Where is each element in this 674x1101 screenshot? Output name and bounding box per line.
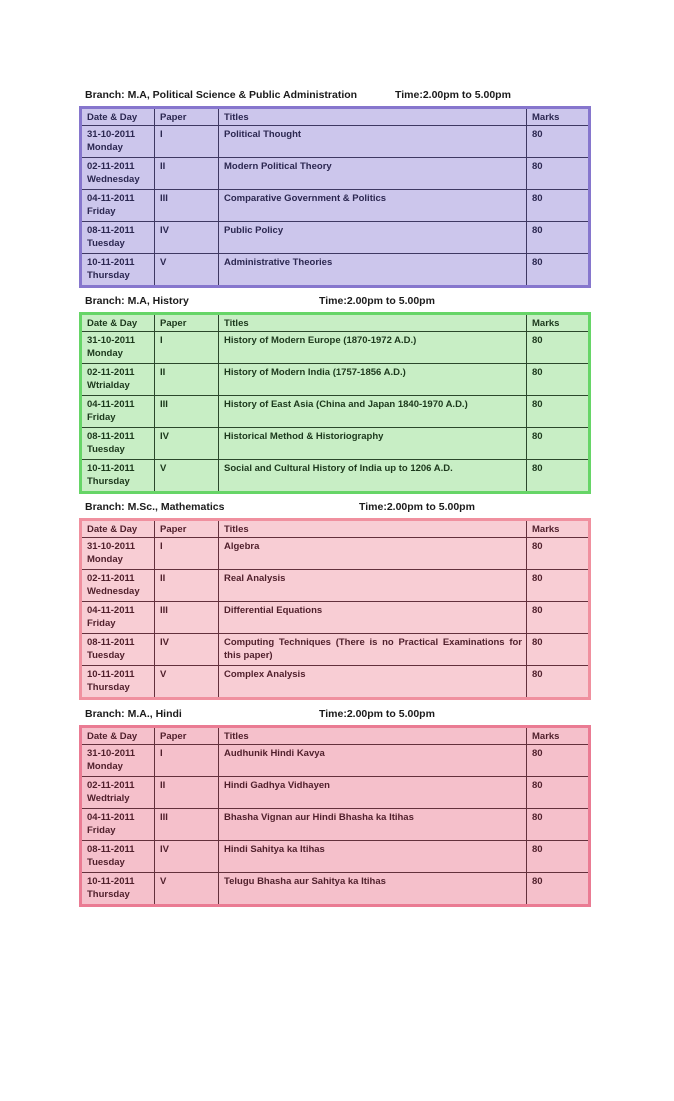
title-cell: Public Policy	[219, 222, 527, 254]
date-text: 02-11-2011	[87, 161, 135, 172]
day-text: Monday	[87, 142, 123, 153]
table-row	[81, 841, 590, 873]
header-date-day: Date & Day	[81, 314, 155, 332]
timetable-mathematics	[79, 518, 591, 700]
date-text: 10-11-2011	[87, 463, 135, 474]
marks-cell: 80	[527, 460, 590, 493]
paper-cell: V	[155, 873, 219, 906]
section-political-science	[79, 89, 588, 288]
date-text: 31-10-2011	[87, 541, 136, 552]
title-cell: Telugu Bhasha aur Sahitya ka Itihas	[219, 873, 527, 906]
title-cell: Modern Political Theory	[219, 158, 527, 190]
date-text: 04-11-2011	[87, 193, 135, 204]
day-text: Friday	[87, 825, 116, 836]
header-row	[81, 314, 590, 332]
title-cell: Algebra	[219, 538, 527, 570]
date-text: 02-11-2011	[87, 780, 135, 791]
table-row	[81, 460, 590, 493]
date-day-cell	[81, 158, 155, 190]
date-day-cell	[81, 428, 155, 460]
header-marks: Marks	[527, 108, 590, 126]
marks-cell: 80	[527, 745, 590, 777]
date-text: 08-11-2011	[87, 225, 135, 236]
header-row	[81, 108, 590, 126]
day-text: Wtrialday	[87, 380, 130, 391]
date-text: 04-11-2011	[87, 399, 135, 410]
day-text: Wedtrialy	[87, 793, 130, 804]
header-date-day: Date & Day	[81, 520, 155, 538]
marks-cell: 80	[527, 841, 590, 873]
table-row	[81, 364, 590, 396]
date-text: 08-11-2011	[87, 844, 135, 855]
date-text: 08-11-2011	[87, 431, 135, 442]
paper-cell: I	[155, 332, 219, 364]
date-day-cell	[81, 809, 155, 841]
day-text: Friday	[87, 206, 116, 217]
date-day-cell	[81, 666, 155, 699]
date-day-cell	[81, 634, 155, 666]
day-text: Thursday	[87, 270, 130, 281]
table-row	[81, 666, 590, 699]
paper-cell: III	[155, 190, 219, 222]
date-day-cell	[81, 602, 155, 634]
day-text: Wednesday	[87, 174, 140, 185]
day-text: Tuesday	[87, 650, 125, 661]
day-text: Thursday	[87, 682, 130, 693]
date-text: 04-11-2011	[87, 812, 135, 823]
marks-cell: 80	[527, 634, 590, 666]
paper-cell: IV	[155, 841, 219, 873]
date-day-cell	[81, 222, 155, 254]
marks-cell: 80	[527, 809, 590, 841]
title-cell: Computing Techniques (There is no Practical Examinations for this paper)	[219, 634, 527, 666]
table-row	[81, 332, 590, 364]
table-row	[81, 634, 590, 666]
date-text: 31-10-2011	[87, 129, 136, 140]
paper-cell: IV	[155, 428, 219, 460]
header-row	[81, 520, 590, 538]
day-text: Thursday	[87, 889, 130, 900]
time-label: Time:2.00pm to 5.00pm	[319, 295, 435, 307]
marks-cell: 80	[527, 602, 590, 634]
title-cell: Comparative Government & Politics	[219, 190, 527, 222]
paper-cell: II	[155, 777, 219, 809]
marks-cell: 80	[527, 332, 590, 364]
table-row	[81, 396, 590, 428]
header-titles: Titles	[219, 727, 527, 745]
title-cell: History of Modern Europe (1870-1972 A.D.)	[219, 332, 527, 364]
paper-cell: I	[155, 126, 219, 158]
time-label: Time:2.00pm to 5.00pm	[319, 708, 435, 720]
branch-label: Branch: M.Sc., Mathematics	[85, 501, 225, 513]
date-day-cell	[81, 396, 155, 428]
table-row	[81, 222, 590, 254]
header-row	[81, 727, 590, 745]
paper-cell: I	[155, 745, 219, 777]
header-paper: Paper	[155, 314, 219, 332]
header-paper: Paper	[155, 727, 219, 745]
marks-cell: 80	[527, 570, 590, 602]
table-row	[81, 777, 590, 809]
paper-cell: III	[155, 396, 219, 428]
time-label: Time:2.00pm to 5.00pm	[395, 89, 511, 101]
branch-label: Branch: M.A, History	[85, 295, 189, 307]
header-marks: Marks	[527, 314, 590, 332]
table-row	[81, 428, 590, 460]
header-marks: Marks	[527, 520, 590, 538]
date-text: 02-11-2011	[87, 573, 135, 584]
header-titles: Titles	[219, 314, 527, 332]
marks-cell: 80	[527, 396, 590, 428]
title-cell: Bhasha Vignan aur Hindi Bhasha ka Itihas	[219, 809, 527, 841]
title-cell: Historical Method & Historiography	[219, 428, 527, 460]
date-day-cell	[81, 777, 155, 809]
timetable-hindi	[79, 725, 591, 907]
paper-cell: IV	[155, 222, 219, 254]
title-cell: Complex Analysis	[219, 666, 527, 699]
paper-cell: III	[155, 602, 219, 634]
date-text: 02-11-2011	[87, 367, 135, 378]
title-cell: Audhunik Hindi Kavya	[219, 745, 527, 777]
section-title	[79, 295, 588, 312]
marks-cell: 80	[527, 158, 590, 190]
paper-cell: II	[155, 364, 219, 396]
section-history	[79, 295, 588, 494]
title-cell: Differential Equations	[219, 602, 527, 634]
table-row	[81, 809, 590, 841]
marks-cell: 80	[527, 126, 590, 158]
table-row	[81, 254, 590, 287]
date-day-cell	[81, 254, 155, 287]
paper-cell: II	[155, 158, 219, 190]
marks-cell: 80	[527, 254, 590, 287]
paper-cell: I	[155, 538, 219, 570]
marks-cell: 80	[527, 222, 590, 254]
header-paper: Paper	[155, 108, 219, 126]
date-day-cell	[81, 190, 155, 222]
header-titles: Titles	[219, 520, 527, 538]
date-day-cell	[81, 745, 155, 777]
day-text: Monday	[87, 554, 123, 565]
date-text: 08-11-2011	[87, 637, 135, 648]
table-row	[81, 126, 590, 158]
table-row	[81, 873, 590, 906]
date-day-cell	[81, 538, 155, 570]
date-text: 04-11-2011	[87, 605, 135, 616]
section-title	[79, 501, 588, 518]
marks-cell: 80	[527, 777, 590, 809]
date-text: 31-10-2011	[87, 748, 136, 759]
table-row	[81, 538, 590, 570]
day-text: Friday	[87, 618, 116, 629]
paper-cell: III	[155, 809, 219, 841]
date-text: 10-11-2011	[87, 669, 135, 680]
day-text: Friday	[87, 412, 116, 423]
marks-cell: 80	[527, 428, 590, 460]
marks-cell: 80	[527, 190, 590, 222]
table-row	[81, 602, 590, 634]
paper-cell: II	[155, 570, 219, 602]
table-row	[81, 158, 590, 190]
day-text: Monday	[87, 761, 123, 772]
header-titles: Titles	[219, 108, 527, 126]
title-cell: Hindi Gadhya Vidhayen	[219, 777, 527, 809]
header-marks: Marks	[527, 727, 590, 745]
paper-cell: V	[155, 666, 219, 699]
section-mathematics	[79, 501, 588, 700]
date-day-cell	[81, 570, 155, 602]
marks-cell: 80	[527, 538, 590, 570]
section-title	[79, 89, 588, 106]
title-cell: Social and Cultural History of India up to 1206 A.D.	[219, 460, 527, 493]
timetable-political-science	[79, 106, 591, 288]
paper-cell: IV	[155, 634, 219, 666]
header-date-day: Date & Day	[81, 727, 155, 745]
paper-cell: V	[155, 254, 219, 287]
marks-cell: 80	[527, 364, 590, 396]
title-cell: History of East Asia (China and Japan 1840-1970 A.D.)	[219, 396, 527, 428]
date-day-cell	[81, 841, 155, 873]
time-label: Time:2.00pm to 5.00pm	[359, 501, 475, 513]
branch-label: Branch: M.A, Political Science & Public Administration	[85, 89, 358, 101]
table-row	[81, 570, 590, 602]
title-cell: History of Modern India (1757-1856 A.D.)	[219, 364, 527, 396]
date-text: 31-10-2011	[87, 335, 136, 346]
day-text: Thursday	[87, 476, 130, 487]
date-text: 10-11-2011	[87, 876, 135, 887]
date-day-cell	[81, 873, 155, 906]
paper-cell: V	[155, 460, 219, 493]
title-cell: Administrative Theories	[219, 254, 527, 287]
section-title	[79, 708, 588, 725]
title-cell: Hindi Sahitya ka Itihas	[219, 841, 527, 873]
date-day-cell	[81, 460, 155, 493]
title-cell: Real Analysis	[219, 570, 527, 602]
title-cell: Political Thought	[219, 126, 527, 158]
table-row	[81, 190, 590, 222]
day-text: Tuesday	[87, 444, 125, 455]
date-day-cell	[81, 126, 155, 158]
day-text: Tuesday	[87, 238, 125, 249]
header-paper: Paper	[155, 520, 219, 538]
date-day-cell	[81, 364, 155, 396]
header-date-day: Date & Day	[81, 108, 155, 126]
marks-cell: 80	[527, 873, 590, 906]
day-text: Wednesday	[87, 586, 140, 597]
date-day-cell	[81, 332, 155, 364]
table-row	[81, 745, 590, 777]
day-text: Tuesday	[87, 857, 125, 868]
section-hindi	[79, 708, 588, 907]
branch-label: Branch: M.A., Hindi	[85, 708, 182, 720]
day-text: Monday	[87, 348, 123, 359]
date-text: 10-11-2011	[87, 257, 135, 268]
marks-cell: 80	[527, 666, 590, 699]
timetable-history	[79, 312, 591, 494]
